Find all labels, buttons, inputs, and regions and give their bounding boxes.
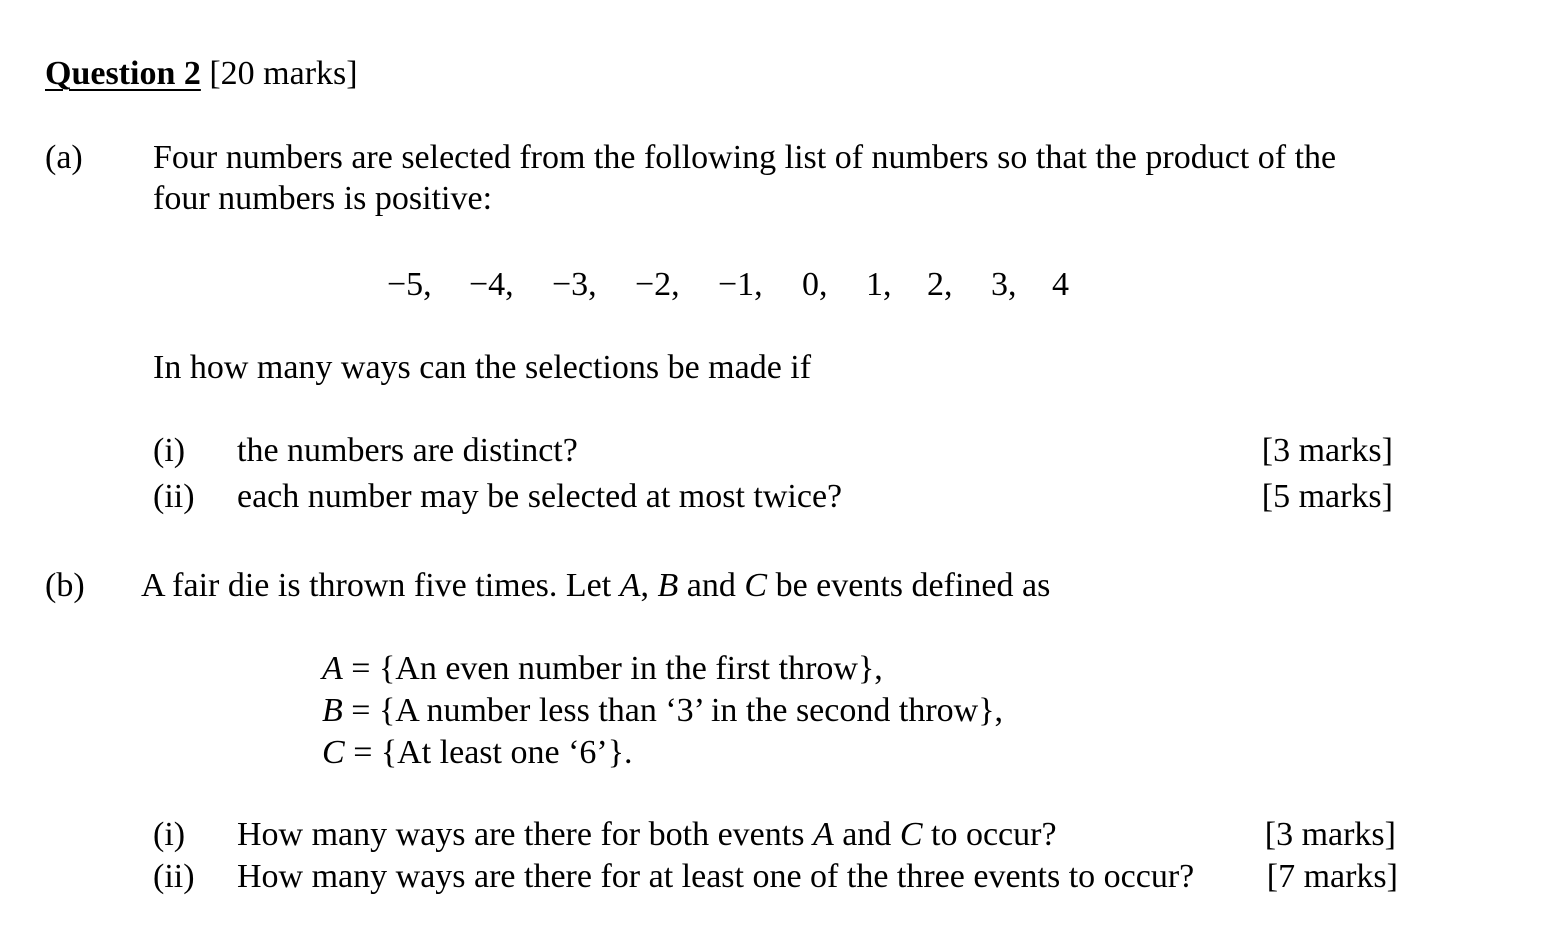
part-b-item-ii-label: (ii): [153, 858, 195, 895]
part-a-item-i-marks: [3 marks]: [1261, 432, 1393, 469]
event-var-b: B: [657, 567, 679, 604]
event-def-text: = {An even number in the first throw},: [351, 650, 883, 687]
question-total-marks: [20 marks]: [209, 55, 358, 92]
item-text-post: to occur?: [931, 816, 1057, 853]
item-text-pre: How many ways are there for both events: [237, 816, 805, 853]
part-b-intro: [141, 569, 1050, 603]
number-item: 2,: [927, 266, 953, 303]
part-b-intro-post: be events defined as: [775, 567, 1051, 604]
event-definition-c: [322, 736, 633, 770]
part-b-item-ii-marks: [7 marks]: [1266, 858, 1398, 895]
number-item: 3,: [991, 266, 1017, 303]
number-item: −4,: [469, 266, 514, 303]
event-def-text: = {At least one ‘6’}.: [353, 734, 633, 771]
part-a-item-i-text: the numbers are distinct?: [237, 432, 578, 469]
part-a-prompt: In how many ways can the selections be made if: [153, 349, 812, 386]
part-a-item-i-label: (i): [153, 432, 186, 469]
event-var-a: A: [619, 567, 641, 604]
number-item: −5,: [387, 266, 432, 303]
and-word: and: [686, 567, 736, 604]
event-def-var: C: [322, 734, 345, 771]
event-definition-a: [322, 652, 883, 686]
part-b-item-i-text: [237, 818, 1057, 852]
number-item: −1,: [718, 266, 763, 303]
part-b-label: (b): [45, 567, 85, 604]
part-a-intro-line2: four numbers is positive:: [153, 180, 493, 217]
number-item: −3,: [552, 266, 597, 303]
part-a-item-ii-text: each number may be selected at most twice?: [237, 478, 843, 515]
event-definition-b: [322, 694, 1003, 728]
number-list: [387, 268, 1069, 302]
number-item: 4: [1052, 266, 1069, 303]
event-var-c: C: [899, 816, 923, 853]
part-a-label: (a): [45, 139, 83, 176]
number-item: 0,: [802, 266, 828, 303]
question-title: Question 2: [45, 55, 201, 92]
event-var-c: C: [744, 567, 768, 604]
part-b-item-i-marks: [3 marks]: [1264, 816, 1396, 853]
part-b-intro-pre: A fair die is thrown five times. Let: [141, 567, 612, 604]
event-def-var: A: [322, 650, 343, 687]
number-item: −2,: [635, 266, 680, 303]
part-b-item-ii-text: How many ways are there for at least one of the three events to occur?: [237, 858, 1195, 895]
event-var-a: A: [812, 816, 834, 853]
separator: ,: [640, 567, 650, 604]
event-def-text: = {A number less than ‘3’ in the second throw},: [351, 692, 1004, 729]
part-a-item-ii-label: (ii): [153, 478, 195, 515]
part-b-item-i-label: (i): [153, 816, 186, 853]
part-a-item-ii-marks: [5 marks]: [1261, 478, 1393, 515]
question-heading: [45, 57, 358, 91]
number-item: 1,: [866, 266, 892, 303]
and-word: and: [842, 816, 892, 853]
part-a-intro-line1: Four numbers are selected from the following list of numbers so that the product of the: [153, 139, 1337, 176]
event-def-var: B: [322, 692, 343, 729]
